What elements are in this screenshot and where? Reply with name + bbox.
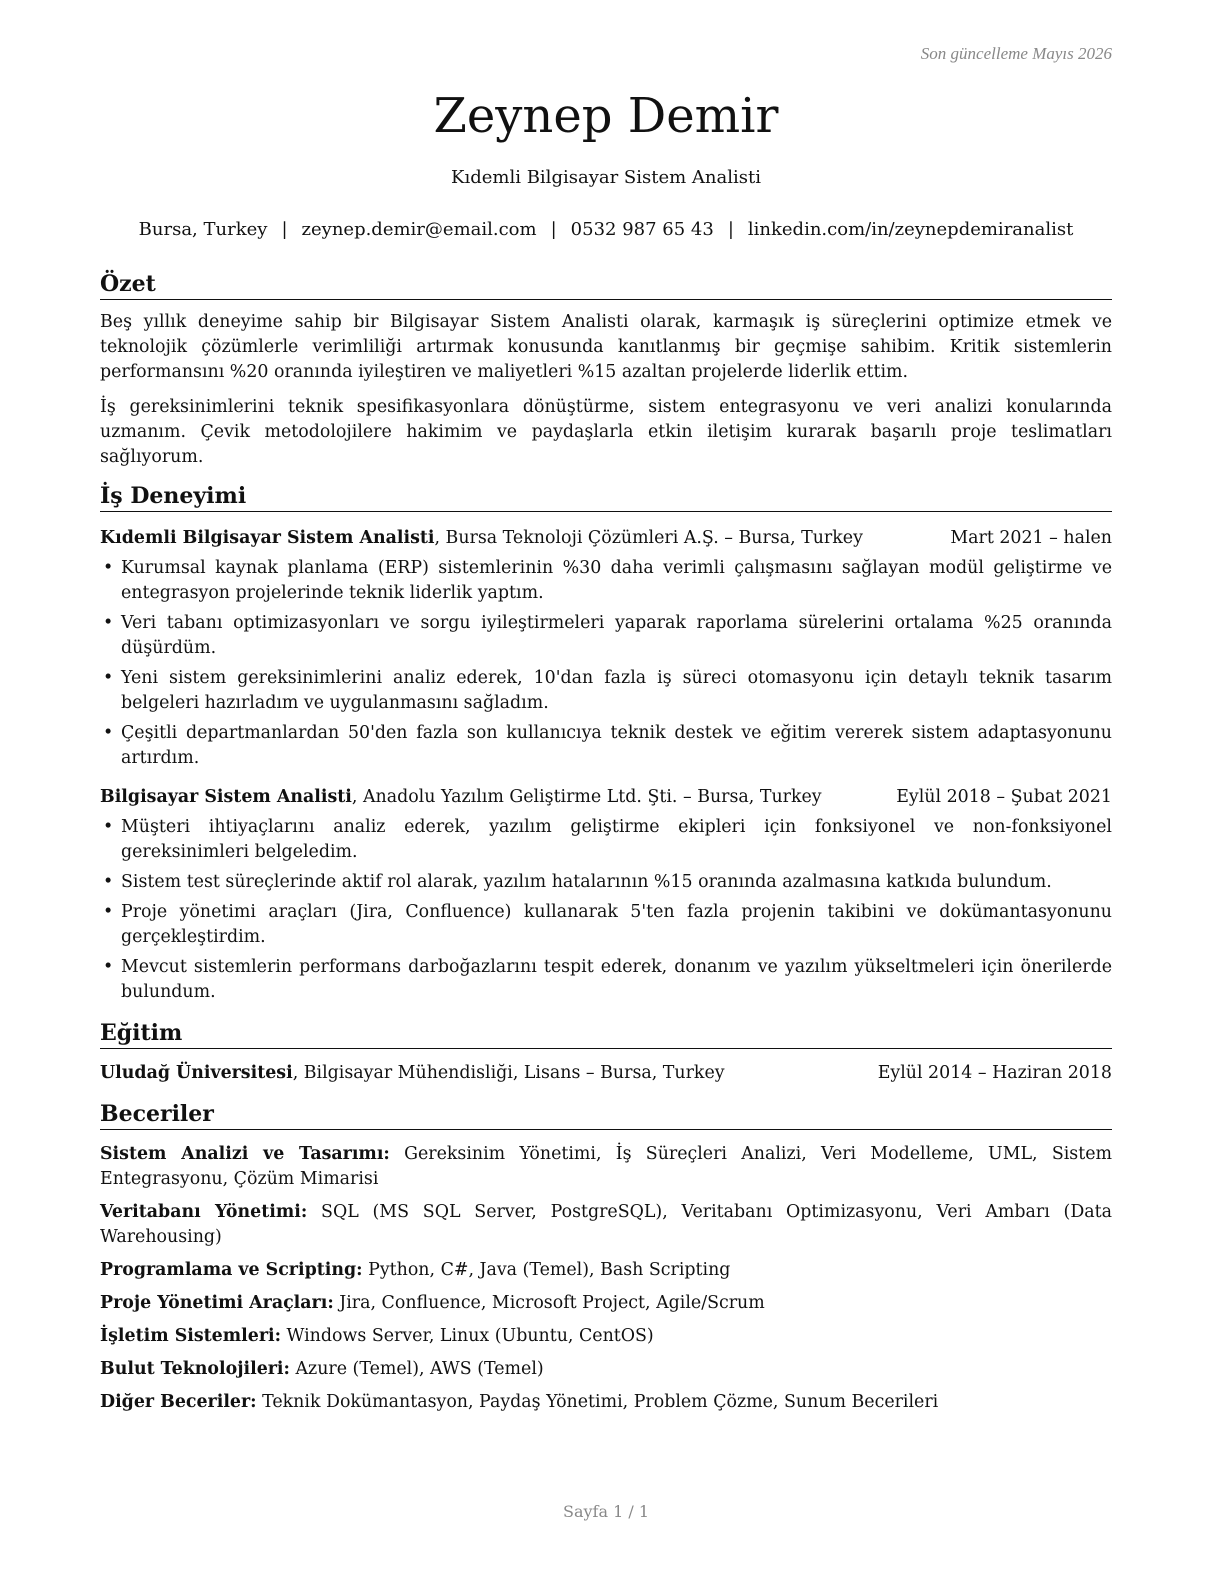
email-link[interactable]: zeynep.demir@email.com (301, 219, 537, 240)
skill-value: Jira, Confluence, Microsoft Project, Agile/Scrum (333, 1293, 765, 1313)
job-entry (100, 785, 1112, 1005)
list-item: • Kurumsal kaynak planlama (ERP) sistemlerinin %30 daha verimli çalışmasını sağlayan modül geliştirme ve entegrasyon projelerinde teknik liderlik yaptım. (100, 556, 1112, 606)
skills-list (100, 1142, 1112, 1415)
skill-line (100, 1390, 1112, 1415)
job-dates: Eylül 2018 – Şubat 2021 (896, 787, 1112, 807)
contact-line (100, 219, 1112, 240)
skills-section (100, 1100, 1112, 1415)
job-dates: Mart 2021 – halen (950, 528, 1112, 548)
skill-label: Sistem Analizi ve Tasarımı: (100, 1144, 390, 1164)
job-role-company (100, 785, 822, 810)
list-item: • Müşteri ihtiyaçlarını analiz ederek, yazılım geliştirme ekipleri için fonksiyonel ve non-fonksiyonel gereksinimleri belgeledim. (100, 815, 1112, 865)
skill-label: Proje Yönetimi Araçları: (100, 1293, 334, 1313)
skill-label: Bulut Teknolojileri: (100, 1359, 290, 1379)
person-name: Zeynep Demir (433, 88, 779, 144)
skill-label: Programlama ve Scripting: (100, 1260, 363, 1280)
summary-section (100, 270, 1112, 470)
education-section (100, 1019, 1112, 1086)
page-number: Sayfa 1 / 1 (562, 1502, 649, 1521)
location: Bursa, Turkey (138, 219, 268, 240)
contact-separator: | (727, 219, 734, 240)
list-item: • Veri tabanı optimizasyonları ve sorgu iyileştirmeleri yaparak raporlama sürelerini ortalama %25 oranında düşürdüm. (100, 611, 1112, 661)
resume-page (100, 0, 1112, 1584)
section-heading-skills: Beceriler (100, 1100, 1112, 1130)
summary-paragraph: Beş yıllık deneyime sahip bir Bilgisayar Sistem Analisti olarak, karmaşık iş süreçlerini optimize etmek ve teknolojik çözümlerle verimliliği artırmak konusunda kanıtlanmış bir geçmişe sahibim. Kritik sistemlerin performansını %20 oranında iyileştiren ve maliyetleri %15 azaltan projelerde liderlik ettim. (100, 312, 1112, 382)
contact-separator: | (281, 219, 288, 240)
skill-line (100, 1200, 1112, 1250)
list-item: • Proje yönetimi araçları (Jira, Confluence) kullanarak 5'ten fazla projenin takibini ve dokümantasyonunu gerçekleştirdim. (100, 900, 1112, 950)
list-item: • Yeni sistem gereksinimlerini analiz ederek, 10'dan fazla iş süreci otomasyonu için detaylı teknik tasarım belgeleri hazırladım ve uygulanmasını sağladım. (100, 666, 1112, 716)
summary-paragraph: İş gereksinimlerini teknik spesifikasyonlara dönüştürme, sistem entegrasyonu ve veri analizi konularında uzmanım. Çevik metodolojilere hakimim ve paydaşlarla etkin iletişim kurarak başarılı proje teslimatları sağlıyorum. (100, 397, 1112, 467)
section-heading-education: Eğitim (100, 1019, 1112, 1049)
job-title-text: Kıdemli Bilgisayar Sistem Analisti (100, 528, 435, 548)
job-company: , Bursa Teknoloji Çözümleri A.Ş. – Bursa, Turkey (434, 528, 863, 548)
section-heading-summary: Özet (100, 270, 1112, 300)
job-bullets (100, 815, 1112, 1005)
job-entry (100, 526, 1112, 771)
phone-number: 0532 987 65 43 (570, 219, 714, 240)
skill-value: Python, C#, Java (Temel), Bash Scripting (362, 1260, 731, 1280)
last-updated: Son güncelleme Mayıs 2026 (920, 44, 1112, 63)
list-item: • Sistem test süreçlerinde aktif rol alarak, yazılım hatalarının %15 oranında azalmasına katkıda bulundum. (100, 870, 1112, 895)
skill-line (100, 1258, 1112, 1283)
education-school-detail (100, 1061, 725, 1086)
skill-value: Teknik Dokümantasyon, Paydaş Yönetimi, Problem Çözme, Sunum Becerileri (256, 1392, 939, 1412)
job-title-text: Bilgisayar Sistem Analisti (100, 787, 352, 807)
list-item: • Çeşitli departmanlardan 50'den fazla son kullanıcıya teknik destek ve eğitim vererek sistem adaptasyonunu artırdım. (100, 721, 1112, 771)
skill-label: İşletim Sistemleri: (100, 1326, 282, 1346)
contact-separator: | (550, 219, 557, 240)
skill-label: Veritabanı Yönetimi: (100, 1202, 308, 1222)
degree-detail: , Bilgisayar Mühendisliği, Lisans – Bursa, Turkey (292, 1063, 725, 1083)
education-entry (100, 1061, 1112, 1086)
job-title: Kıdemli Bilgisayar Sistem Analisti (451, 167, 761, 188)
list-item: • Mevcut sistemlerin performans darboğazlarını tespit ederek, donanım ve yazılım yükseltmeleri için önerilerde bulundum. (100, 955, 1112, 1005)
linkedin-link[interactable]: linkedin.com/in/zeynepdemiranalist (747, 219, 1074, 240)
job-bullets (100, 556, 1112, 771)
education-dates: Eylül 2014 – Haziran 2018 (877, 1063, 1112, 1083)
job-company: , Anadolu Yazılım Geliştirme Ltd. Şti. – Bursa, Turkey (351, 787, 822, 807)
skill-value: Windows Server, Linux (Ubuntu, CentOS) (281, 1326, 654, 1346)
resume-content (100, 270, 1112, 1415)
experience-section (100, 482, 1112, 1005)
skill-value: Azure (Temel), AWS (Temel) (289, 1359, 544, 1379)
skill-line (100, 1142, 1112, 1192)
section-heading-experience: İş Deneyimi (100, 482, 1112, 512)
skill-line (100, 1324, 1112, 1349)
skill-value: SQL (MS SQL Server, PostgreSQL), Veritabanı Optimizasyonu, Veri Ambarı (Data Warehousing) (100, 1202, 1112, 1247)
skill-line (100, 1291, 1112, 1316)
skill-value: Gereksinim Yönetimi, İş Süreçleri Analizi, Veri Modelleme, UML, Sistem Entegrasyonu, Çözüm Mimarisi (100, 1144, 1112, 1189)
job-header (100, 526, 1112, 551)
skill-label: Diğer Beceriler: (100, 1392, 257, 1412)
job-header (100, 785, 1112, 810)
job-role-company (100, 526, 863, 551)
skill-line (100, 1357, 1112, 1382)
school-name: Uludağ Üniversitesi (100, 1063, 293, 1083)
